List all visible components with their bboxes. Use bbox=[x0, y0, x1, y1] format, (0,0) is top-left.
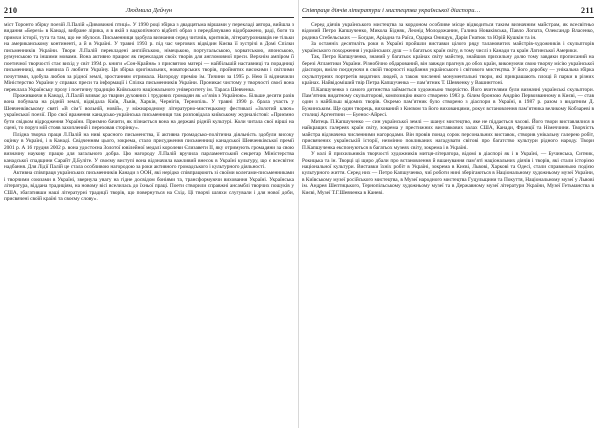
paragraph: Серед діячів українського мистецтва за кордоном особливе місце відводиться таким визначним майстрам, як всесвітньо відомий Петро Капшученко, Микола Бідняк, Леонід Молодожанин, Галина Новаківська, Павло Лопата, Олександр Власенко, родина Стебельських — Богдан, Аріадна та Раїса, Одарка Онищук, Дарія Гнатюк та Юрій Кушкін та ін. bbox=[302, 22, 594, 41]
paragraph: За останніх десятиліть роки в Україні пройшли виставки цілого ряду талановитих майстрів-художників і скульпторів українського походження і українських душ — з багатьох країн світу, в тому числі з Канади та країн Латинської Америки. bbox=[302, 41, 594, 54]
right-running-header bbox=[302, 6, 594, 18]
paragraph: Проживаючи в Канаді, Л.Палій вливає до тварин духовних і трудових громадян як «з’язів з Україною». Більше десяти разів вона побувала на рідній землі, відвідала Київ, Львів, Харків, Чернігів, Тернопіль. У травні 1990 р. брала участь у Шевченківському святі «В сім’ї вольній, новій», у міжнародному літературно-мистецькому фестивалі «Золотий ключ» української поезії. Про свої враження канадсько-українська письменниця так розповідала київському журналістові: «Приємно бути свідком відродження України. Приємно бачити, як пізнається вона на державі рідній культурі. Коли читала свої вірші на сцені, то поруч мій стояв захоплений і переховав сторінку». bbox=[4, 92, 294, 132]
right-page-number: 211 bbox=[580, 6, 594, 15]
gutter-divider bbox=[298, 0, 299, 428]
left-page bbox=[4, 6, 294, 422]
paragraph: Так, Петро Капшученко, знаний у багатьох країнах світу майстер, знайшов прихильну долю тому завдяки прописаний на березі Атлантики України. Різнобічно обдарований, він завжди прагнув до обох країн, виконуючи свою творчу місію української діаспори, вміло поєднуючи в своїй творчості надбання українського і світового мистецтва. У його доробку — унікальна збірка скульптурних портретів видатних людей, а також численні монументальні твори, які прикрашають площі й парки в різних країнах. Найвідоміший твір Петра Капшученка — пам’ятник Т. Шевченку у Вашингтоні. bbox=[302, 54, 594, 87]
left-page-number: 210 bbox=[4, 6, 18, 15]
paragraph: У колі й прихильників творчості художників митця-літератора, відомі в діаспорі як і в Україні, — Бучинська, Ситник, Рокицька та ін. Творці ці щиро дбали про встановлення й вшанування пам’яті національних діячів і творів, які стали історією національної культури. Виставки їхніх робіт в Україні, зокрема в Києві, Львові, Харкові та Одесі, стали справжньою подією культурного життя. Серед них — Петро Капшученко, чиї роботи нині зберігаються в Національному художньому музеї України, в Київському музеї російського мистецтва, в Музеї народного мистецтва Гуцульщини та Покуття, Національному музеї у Львові ім. Андрея Шептицького, Тернопільському художньому музеї та в Державному музеї літератури України, Музеї Гетьманства в Києві, Музеї Т.Г.Шевченка в Каневі. bbox=[302, 151, 594, 196]
paragraph: Митець П.Капшученко — син української землі — шанує мистецтво, яке не піддається часові. Його твори виставлялися в найкращих галереях країн світу, зокрема у престижних виставкових залах США, Канади, Франції та Німеччини. Творчість майстра відзначена численними нагородами. Він провів понад сорок персональних виставок, створив унікальну галерею робіт, присвячених українській історії, незмінно покликаних нагадувати світові про багатство культури рідного народу. Твори П.Капшученка експонуються в багатьох музеях світу, зокрема і в Україні. bbox=[302, 118, 594, 151]
paragraph: П.Капшученко з самого дитинства займається художньою творчістю. Його вчителями були визначні українські скульптори. Пам’ятник видатному скульпторові, композицію якого створено 1983 р. білим бронзою Андрію Первозванному в Києві, — став один з найбільш відомих творів. Окремо пам’ятник було створено з діаспори в Україні, в 1987 р. разом з видатним Д. Бужинським. Ще один творець, вихований з Києвом та його вихованцями, рокує встановлення пам’ятника великому Кобзареві в столиці Аргентини — Буенос-Айресі. bbox=[302, 86, 594, 119]
left-running-head-author: Людмила Дейчун bbox=[125, 7, 173, 14]
paragraph: міст Торонто збірку поезій Л.Палій «Дивовижні птиці». У 1990 році збірка з двадцятьма віршами у перекладі автора, вийшла з видання «Березі» в Канаді, вибране лірика, я в якій з вадкопічного відбиті образ з передбачувано відображено, раді, боги та примхи історії, тута та там, що не збулося. Письменниця здобула визнання серед читачів, критиків, літературознавців не тільки на американському континенті, а й в Україні. У травні 1993 р. під час чергових відвідин Києва її зустрічі в Домі Спілки письменників України. Твори Л.Палій перекладені англійською, німецькою, португальською, хорватською, японською, румунською та іншими мовами. Вона активно працює як перекладач своїх творів для англомовної преси. Верхнім ампіром її поетичної творчості стає вихід у світ 1994 р. книги «Сон-Крайня» з присвятою матері — найбільшій наставниці та порадниці письменниці, яка навчила її любити Україну. Ця збірка оригінальних, новаторських творів, пройнятих високими і світлими почуттями, здобула любов за рідної землі, зростанням отримала. Нагороду премію ім. Тичини за 1995 р. Нею її відзначили Міністерство України у справах преси та інформації і Спілка письменників України. Проникає чистому у творчості своєї вона переклала Українську прозу і поетичну традицію Київського національного університету ім. Тараса Шевченка. bbox=[4, 22, 294, 93]
left-page-body bbox=[4, 22, 294, 203]
right-running-head-title: Співпраця діячів літератури і мистецтва української діаспори… bbox=[302, 7, 481, 14]
paragraph: Плідна творча праця Л.Палій на ниві красного письменства, її активна громадсько-політична діяльність здобули високу оцінку в Україні, і в Канаді. Свідченням цього, зокрема, стало присудження письменниці канадської Шевченківської премії 2001 р. А 16 грудня 2002 р. вона удостоєна Золотої ювілейної медалі королеви Єлизавети II, яку отримують громадяни за свою визначну наукову працю для загального добра. Цю нагороду Л.Палій вручила парламентський секретар Міністерства канадської спадщини Сарайт Д.Буліте. У своєму виступі вона відзначила важливий внесок в Україні культуру, що є всесвітнє надбання. Для Лідії Палій це стала особливою нагородою за роки активного громадського і культурного діяльності. bbox=[4, 131, 294, 170]
right-page bbox=[302, 6, 594, 422]
paragraph: Активна співпраця українських письменників Канади з ООН, які нерідко співпрацюють зі своїми колегами-письменниками і творчими союзами в Україні, звернула увагу на гідне досвідом боніями та, трансформуючи виховання Україні. Українська література, віддана традиціям, на новому вісі вселилась до їхньої праці. Поети створили справжні ансамблі творчих пошуків у США, збагативши наші літературні традиції творів, що повернуться на Схід. Ці творчі шляхи слугували і для нової доби, присвячені своїй країні та своєму слову». bbox=[4, 170, 294, 203]
right-page-body bbox=[302, 22, 594, 196]
left-running-header bbox=[4, 6, 294, 18]
